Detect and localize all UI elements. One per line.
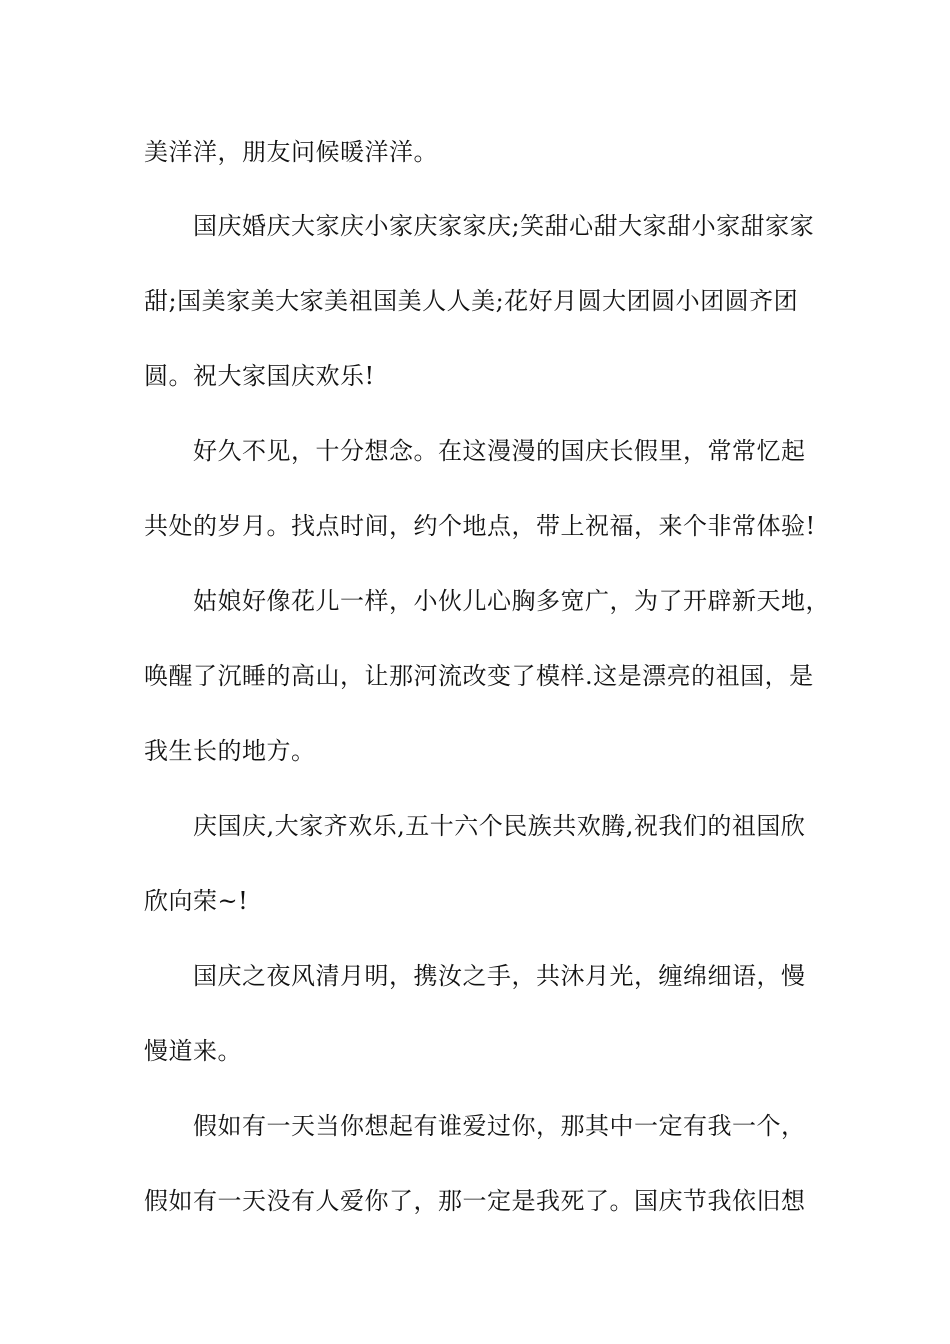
paragraph-first-line: 国庆婚庆大家庆小家庆家家庆;笑甜心甜大家甜小家甜家家: [193, 212, 815, 240]
text-line: 美洋洋，朋友问候暖洋洋。: [144, 138, 438, 166]
text-line: 甜;国美家美大家美祖国美人人美;花好月圆大团圆小团圆齐团: [144, 287, 799, 315]
paragraph-first-line: 庆国庆,大家齐欢乐,五十六个民族共欢腾,祝我们的祖国欣: [193, 812, 806, 840]
paragraph-first-line: 姑娘好像花儿一样，小伙儿心胸多宽广，为了开辟新天地，: [193, 587, 830, 615]
text-line: 假如有一天没有人爱你了，那一定是我死了。国庆节我依旧想: [144, 1187, 806, 1215]
text-line: 共处的岁月。找点时间，约个地点，带上祝福，来个非常体验!: [144, 512, 816, 540]
text-line: 圆。祝大家国庆欢乐!: [144, 362, 375, 390]
text-line: 慢道来。: [144, 1037, 242, 1065]
paragraph-first-line: 好久不见，十分想念。在这漫漫的国庆长假里，常常忆起: [193, 437, 806, 465]
text-line: 我生长的地方。: [144, 737, 316, 765]
text-line: 唤醒了沉睡的高山，让那河流改变了模样.这是漂亮的祖国，是: [144, 662, 814, 690]
paragraph-first-line: 国庆之夜风清月明，携汝之手，共沐月光，缠绵细语，慢: [193, 962, 806, 990]
paragraph-first-line: 假如有一天当你想起有谁爱过你，那其中一定有我一个，: [193, 1112, 806, 1140]
text-line: 欣向荣~!: [144, 887, 249, 915]
